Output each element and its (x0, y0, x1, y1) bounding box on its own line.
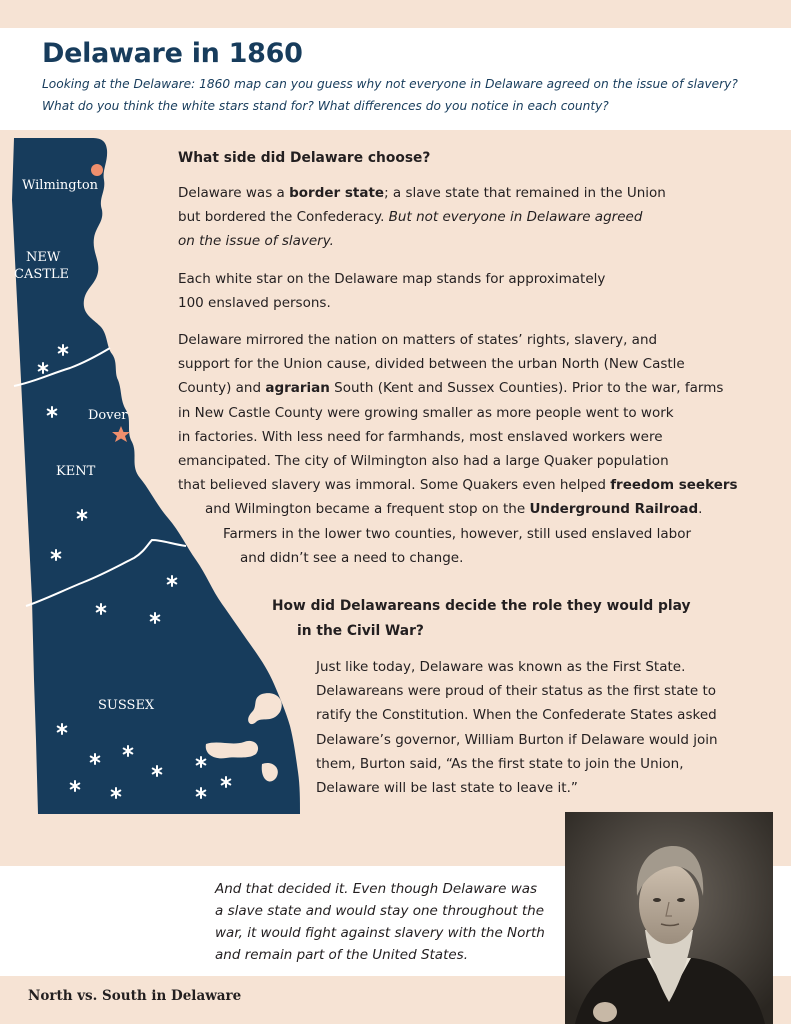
term-underground-railroad: Underground Railroad (529, 501, 699, 518)
section-heading-civil-war-role-line-2: in the Civil War? (297, 623, 424, 639)
section-heading-civil-war-role-line-1: How did Delawareans decide the role they would play (272, 598, 691, 614)
city-dot-icon (91, 164, 103, 176)
map-label-dover: Dover (88, 408, 128, 423)
top-band (0, 0, 791, 28)
map-label-sussex: SUSSEX (98, 698, 155, 713)
map-label-new: NEW (26, 250, 61, 265)
paragraph-north-south: Delaware mirrored the nation on matters of states’ rights, slavery, and support for the Union cause, divided between the urban North (New Castle County) and agrarian South (Kent and Sussex Counties). Prior to the war, farms in New Castle County were growing smaller as more people went to work in factories. With less need for farmhands, most enslaved workers were emancipated. The city of Wilmington also had a large Quaker population that believed slavery was immoral. Some Quakers even helped freedom seekers and Wilmington became a frequent stop on the Underground Railroad. Farmers in the lower two counties, however, still used enslaved labor and didn’t see a need to change. (178, 332, 738, 566)
map-label-castle: CASTLE (14, 267, 70, 282)
term-freedom-seekers: freedom seekers (610, 477, 738, 494)
subtitle-line-2: What do you think the white stars stand for? What differences do you notice in each county? (42, 99, 609, 113)
footer-label: North vs. South in Delaware (28, 988, 242, 1004)
map-label-kent: KENT (56, 464, 96, 479)
term-border-state: border state (289, 185, 385, 201)
page-title: Delaware in 1860 (42, 38, 303, 69)
paragraph-border-state: Delaware was a border state; a slave state that remained in the Union but bordered the Confederacy. But not everyone in Delaware agreed on the issue of slavery. (178, 185, 666, 250)
subtitle-line-1: Looking at the Delaware: 1860 map can you guess why not everyone in Delaware agreed on the issue of slavery? (42, 77, 738, 91)
section-heading-delaware-side: What side did Delaware choose? (178, 150, 431, 166)
paragraph-star-legend: Each white star on the Delaware map stands for approximately 100 enslaved persons. (178, 271, 606, 312)
term-agrarian: agrarian (265, 380, 330, 397)
portrait-image (565, 812, 773, 1024)
map-label-wilmington: Wilmington (22, 178, 99, 193)
page-subtitle (42, 73, 762, 117)
paragraph-first-state: Just like today, Delaware was known as the First State. Delawareans were proud of their status as the first state to ratify the Constitution. When the Confederate States asked Delaware’s governor, William Burton if Delaware would join them, Burton said, “As the first state to join the Union, Delaware will be last state to leave it.” (316, 659, 718, 797)
closing-paragraph: And that decided it. Even though Delaware was a slave state and would stay one throughout the war, it would fight against slavery with the North and remain part of the United States. (215, 881, 545, 963)
